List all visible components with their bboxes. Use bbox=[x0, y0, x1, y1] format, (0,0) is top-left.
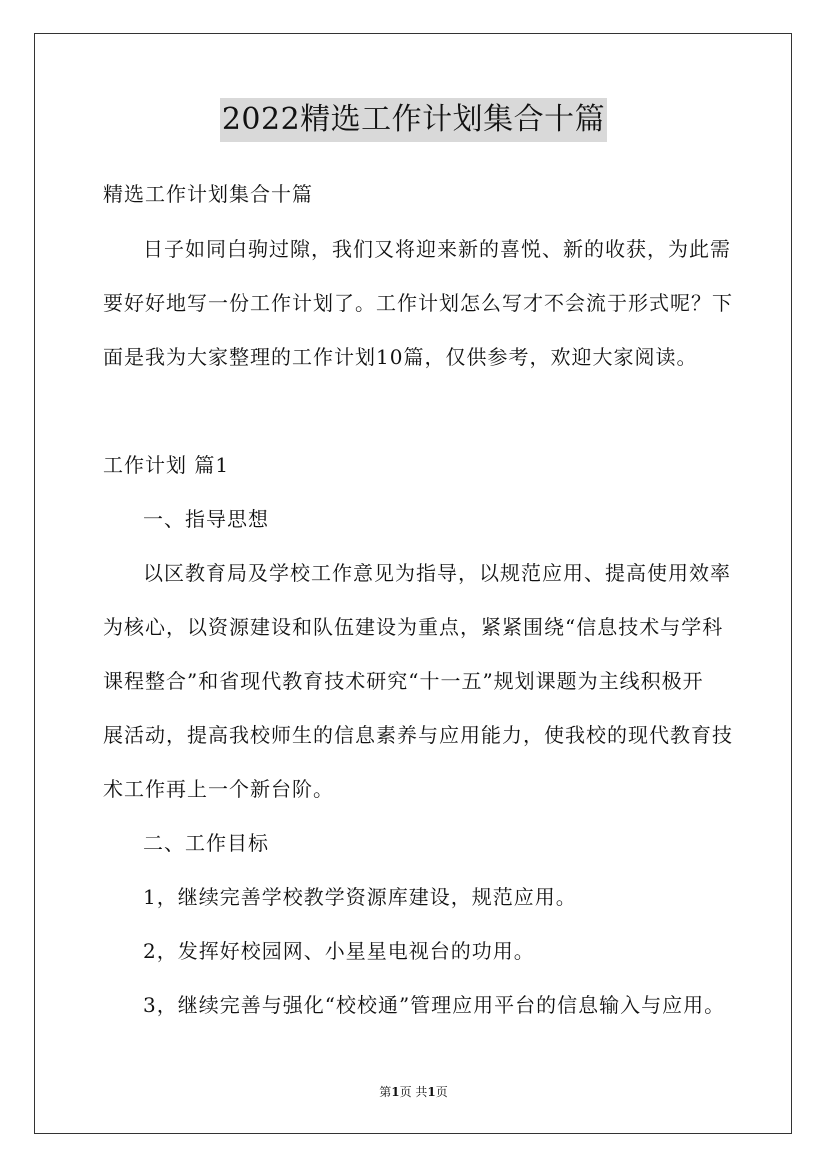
page-footer bbox=[0, 1084, 827, 1100]
part1-line-3: 课程整合”和省现代教育技术研究“十一五”规划课题为主线积极开 bbox=[103, 669, 704, 693]
footer-suffix: 页 bbox=[435, 1085, 448, 1099]
section-heading: 工作计划 篇1 bbox=[103, 453, 230, 477]
goal-item-2: 2，发挥好校园网、小星星电视台的功用。 bbox=[143, 939, 535, 963]
intro-line-1: 日子如同白驹过隙，我们又将迎来新的喜悦、新的收获，为此需 bbox=[143, 237, 731, 261]
footer-page-num: 1 bbox=[391, 1085, 400, 1099]
part1-heading: 一、指导思想 bbox=[143, 507, 269, 531]
part1-line-1: 以区教育局及学校工作意见为指导，以规范应用、提高使用效率 bbox=[143, 561, 731, 585]
footer-mid: 页 共 bbox=[399, 1085, 428, 1099]
part1-line-5: 术工作再上一个新台阶。 bbox=[103, 777, 334, 801]
goal-item-1: 1，继续完善学校教学资源库建设，规范应用。 bbox=[143, 885, 577, 909]
part1-line-2: 为核心，以资源建设和队伍建设为重点，紧紧围绕“信息技术与学科 bbox=[103, 615, 724, 639]
goal-item-3: 3，继续完善与强化“校校通”管理应用平台的信息输入与应用。 bbox=[143, 993, 726, 1017]
subtitle: 精选工作计划集合十篇 bbox=[103, 182, 313, 206]
document-title: 2022精选工作计划集合十篇 bbox=[220, 98, 607, 142]
part1-line-4: 展活动，提高我校师生的信息素养与应用能力，使我校的现代教育技 bbox=[103, 723, 733, 747]
footer-prefix: 第 bbox=[379, 1085, 392, 1099]
title-container bbox=[0, 98, 827, 142]
footer-page-total: 1 bbox=[427, 1085, 436, 1099]
intro-line-3: 面是我为大家整理的工作计划10篇，仅供参考，欢迎大家阅读。 bbox=[103, 345, 698, 369]
part2-heading: 二、工作目标 bbox=[143, 831, 269, 855]
intro-line-2: 要好好地写一份工作计划了。工作计划怎么写才不会流于形式呢？下 bbox=[103, 291, 733, 315]
